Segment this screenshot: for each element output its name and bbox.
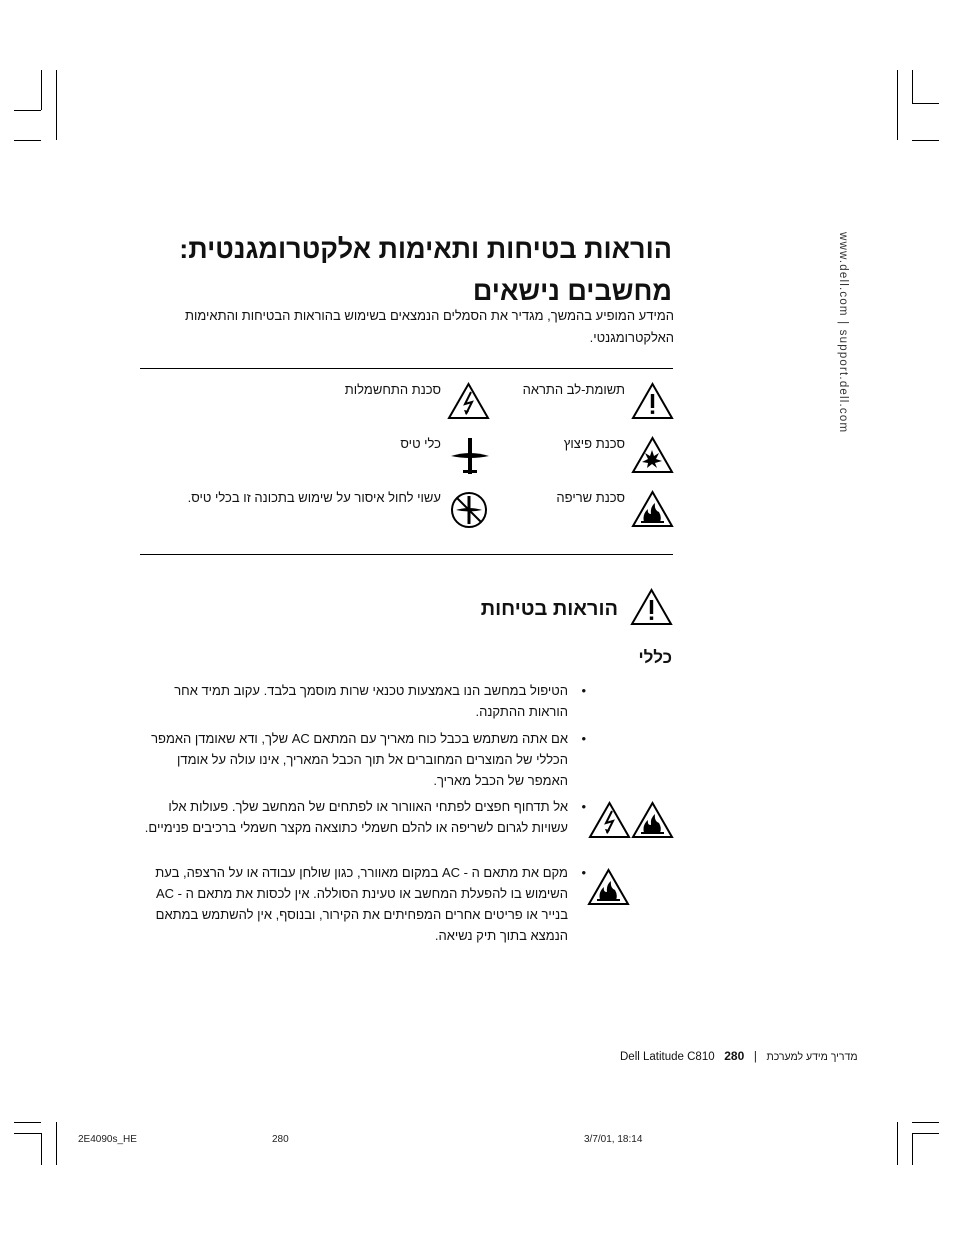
electric-label: סכנת התחשמלות <box>344 382 441 397</box>
slug-file: 2E4090s_HE <box>78 1134 137 1145</box>
title-line-1: הוראות בטיחות ותאימות אלקטרומגנטית: <box>179 234 672 264</box>
caution-icon <box>631 382 674 420</box>
caution-icon <box>630 588 673 626</box>
fire-label: סכנת שריפה <box>556 490 625 505</box>
footer-guide: מדריך מידע למערכת <box>766 1051 858 1063</box>
crop-mark <box>912 1122 939 1123</box>
crop-mark <box>912 140 939 141</box>
electric-shock-icon <box>447 382 490 420</box>
crop-mark <box>41 70 42 110</box>
section-title: הוראות בטיחות <box>480 598 618 620</box>
electric-shock-icon <box>588 801 631 839</box>
explosion-icon <box>631 436 674 474</box>
footer-model: Dell Latitude C810 <box>620 1051 715 1063</box>
crop-mark <box>912 1133 913 1165</box>
crop-mark <box>897 1122 898 1165</box>
bullet-text: מקם את מתאם ה - AC במקום מאוורר, כגון שולחן עבודה או על הרצפה, בעת השימוש בו להפעלת המחשב או טעינת הסוללה. אין לכסות את מתאם ה - AC בנייר או פריטים אחרים המפחיתים את הקירור, ובנוסף, אין להשתמש במתאם הנמצא בתוך תיק נשיאה. <box>155 865 568 943</box>
crop-mark <box>912 70 913 104</box>
crop-mark <box>56 1122 57 1165</box>
bullet-text: אם אתה משתמש בכבל כוח מאריך עם המתאם AC שלך, ודא שאומדן האמפר הכללי של המוצרים המחוברים אל תוך הכבל המאריך, אינו עולה על אומדן האמפר של הכבל מאריך. <box>151 731 568 788</box>
intro-paragraph: המידע המופיע בהמשך, מגדיר את הסמלים הנמצאים בשימוש בהוראות הבטיחות והתאימות האלקטרומגנטי. <box>185 308 674 345</box>
aircraft-label: כלי טיס <box>400 436 441 451</box>
crop-mark <box>41 1133 42 1165</box>
crop-mark <box>912 1133 939 1134</box>
fire-icon <box>631 490 674 528</box>
divider-top <box>140 368 673 369</box>
no-aircraft-icon <box>449 490 489 530</box>
divider-bottom <box>140 554 673 555</box>
crop-mark <box>912 103 939 104</box>
side-url: www.dell.com | support.dell.com <box>837 232 849 434</box>
slug-date: 3/7/01, 18:14 <box>584 1134 643 1145</box>
fire-icon <box>587 868 630 906</box>
prohibited-label: עשוי לחול איסור על שימוש בתכונה זו בכלי טיס. <box>187 490 441 505</box>
list-item: • אל תדחוף חפצים לפתחי האוורור או לפתחים של המחשב שלך. פעולות אלו עשויות לגרום לשריפה או להלם חשמלי כתוצאה מקצר חשמלי ברכיבים פנימיים. <box>144 799 586 835</box>
explosion-label: סכנת פיצוץ <box>563 436 625 451</box>
crop-mark <box>14 1133 41 1134</box>
title-line-2: מחשבים נישאים <box>472 276 672 306</box>
crop-mark <box>14 1122 41 1123</box>
page-title <box>132 228 672 312</box>
aircraft-icon <box>449 436 491 476</box>
slug-page: 280 <box>272 1134 289 1145</box>
fire-icon <box>631 801 674 839</box>
page-footer <box>620 1049 858 1063</box>
crop-mark <box>56 70 57 140</box>
crop-mark <box>14 110 41 111</box>
list-item: • הטיפול במחשב הנו באמצעות טכנאי שרות מוסמך בלבד. עקוב תמיד אחר הוראות ההתקנה. <box>174 683 586 719</box>
bullet-text: הטיפול במחשב הנו באמצעות טכנאי שרות מוסמך בלבד. עקוב תמיד אחר הוראות ההתקנה. <box>174 683 568 719</box>
list-item: • מקם את מתאם ה - AC במקום מאוורר, כגון שולחן עבודה או על הרצפה, בעת השימוש בו להפעלת המחשב או טעינת הסוללה. אין לכסות את מתאם ה - AC בנייר או פריטים אחרים המפחיתים את הקירור, ובנוסף, אין להשתמש במתאם הנמצא בתוך תיק נשיאה. <box>155 865 586 943</box>
bullet-text: אל תדחוף חפצים לפתחי האוורור או לפתחים של המחשב שלך. פעולות אלו עשויות לגרום לשריפה או להלם חשמלי כתוצאה מקצר חשמלי ברכיבים פנימיים. <box>144 799 568 835</box>
caution-label: תשומת-לב התראה <box>522 382 625 397</box>
list-item: • אם אתה משתמש בכבל כוח מאריך עם המתאם AC שלך, ודא שאומדן האמפר הכללי של המוצרים המחוברים אל תוך הכבל המאריך, אינו עולה על אומדן האמפר של הכבל מאריך. <box>151 731 586 788</box>
crop-mark <box>897 70 898 140</box>
page-number: 280 <box>724 1049 745 1063</box>
subsection-title: כללי <box>638 648 672 667</box>
footer-separator: | <box>753 1051 757 1063</box>
crop-mark <box>14 140 41 141</box>
